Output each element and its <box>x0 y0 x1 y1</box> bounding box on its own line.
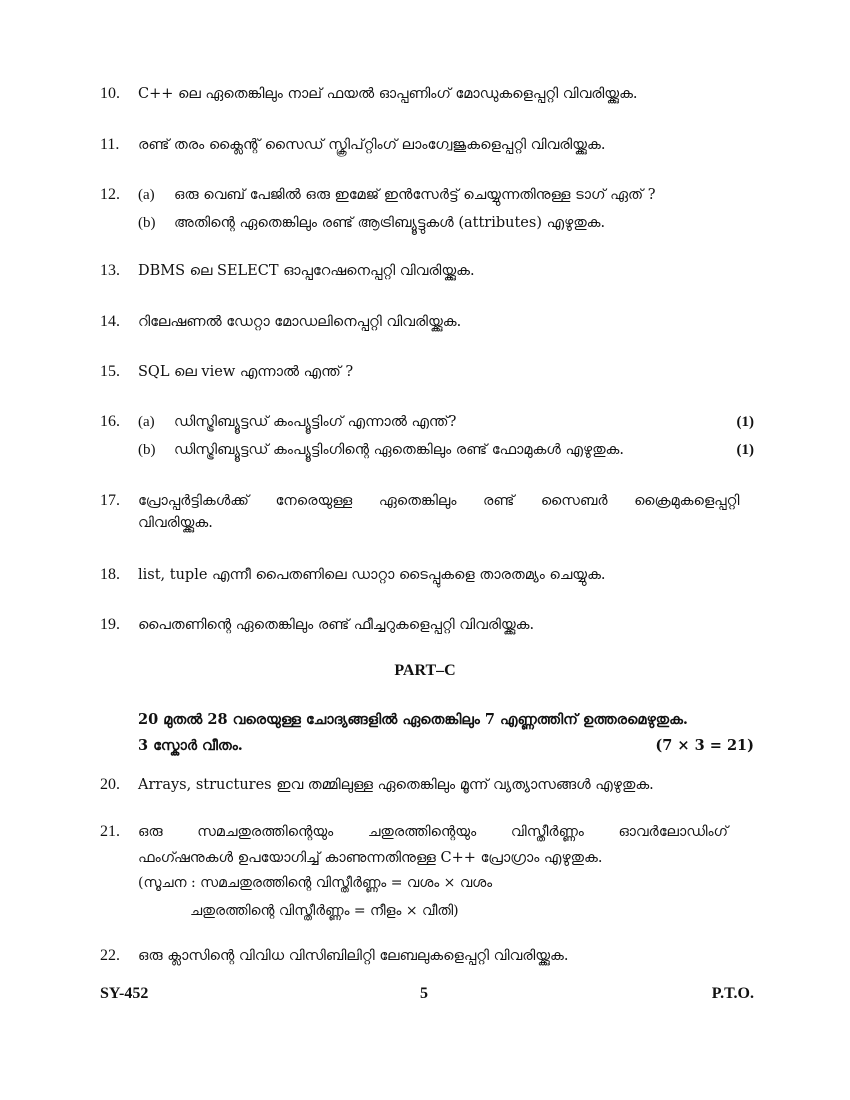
question-number: 15. <box>100 363 120 380</box>
page-footer <box>100 985 754 1009</box>
hint-line-1: (സൂചന : സമചതുരത്തിന്റെ വിസ്തീർണ്ണം = വശം × വശം <box>138 875 493 891</box>
question-text: രണ്ട് തരം ക്ലൈന്റ് സൈഡ് സ്ക്രിപ്റ്റിംഗ് ലാംഗ്വേജുകളെപ്പറ്റി വിവരിയ്ക്കുക. <box>138 137 606 153</box>
question-number: 18. <box>100 566 120 583</box>
question-number: 14. <box>100 313 120 330</box>
question-10 <box>100 80 754 108</box>
sub-question-b <box>100 436 754 464</box>
sub-question-a <box>100 181 754 209</box>
question-11 <box>100 131 754 159</box>
sub-label: (b) <box>138 215 156 231</box>
part-c-instruction-line-1: 20 മുതൽ 28 വരെയുള്ള ചോദ്യങ്ങളിൽ ഏതെങ്കിലും 7 എണ്ണത്തിന് ഉത്തരമെഴുതുക. <box>138 711 688 728</box>
question-number: 21. <box>100 823 120 840</box>
question-14 <box>100 308 754 336</box>
question-text: ഒരു ക്ലാസിന്റെ വിവിധ വിസിബിലിറ്റി ലേബലുകളെപ്പറ്റി വിവരിയ്ക്കുക. <box>138 948 569 964</box>
question-18 <box>100 561 754 589</box>
question-16 <box>100 408 754 464</box>
question-text-line-1: ഒരു സമചതുരത്തിന്റെയും ചതുരത്തിന്റെയും വിസ്തീർണ്ണം ഓവർലോഡിംഗ് <box>138 824 729 840</box>
question-21 <box>100 818 754 874</box>
sub-text: ഡിസ്ട്രിബ്യൂട്ടഡ് കംപ്യൂട്ടിംഗിന്റെ ഏതെങ്കിലും രണ്ട് ഫോമുകൾ എഴുതുക. <box>174 442 624 458</box>
question-13 <box>100 257 754 285</box>
sub-text: ഒരു വെബ് പേജിൽ ഒരു ഇമേജ് ഇൻസേർട്ട് ചെയ്യുന്നതിനുള്ള ടാഗ് ഏത് ? <box>174 187 656 203</box>
question-text-line-1: പ്രോപ്പർട്ടികൾക്ക് നേരെയുള്ള ഏതെങ്കിലും രണ്ട് സൈബർ ക്രൈമുകളെപ്പറ്റി <box>138 493 740 509</box>
sub-question-a <box>100 408 754 436</box>
question-number: 11. <box>100 136 120 153</box>
question-number: 12. <box>100 186 120 203</box>
sub-label: (a) <box>138 187 155 203</box>
question-text: റിലേഷണൽ ഡേറ്റാ മോഡലിനെപ്പറ്റി വിവരിയ്ക്കുക. <box>138 314 462 330</box>
question-text: DBMS ലെ SELECT ഓപ്പറേഷനെപ്പറ്റി വിവരിയ്ക്കുക. <box>138 263 475 279</box>
sub-label: (a) <box>138 414 155 430</box>
sub-label: (b) <box>138 442 156 458</box>
sub-text: അതിന്റെ ഏതെങ്കിലും രണ്ട് ആട്രിബ്യൂട്ടുകൾ (attributes) എഴുതുക. <box>174 215 606 231</box>
question-number: 20. <box>100 776 120 793</box>
total-score: (7 × 3 = 21) <box>655 737 754 754</box>
sub-question-b <box>100 209 754 237</box>
pto-label: P.T.O. <box>711 985 754 1002</box>
question-22 <box>100 942 754 970</box>
question-text: പൈതണിന്റെ ഏതെങ്കിലും രണ്ട് ഫീച്ചറുകളെപ്പറ്റി വിവരിയ്ക്കുക. <box>138 617 535 633</box>
question-number: 17. <box>100 492 120 509</box>
part-c-instruction-line-2 <box>138 733 754 759</box>
question-text: SQL ലെ view എന്നാൽ എന്ത് ? <box>138 364 354 380</box>
question-number: 10. <box>100 85 120 102</box>
part-c-heading: PART–C <box>394 662 456 679</box>
question-number: 19. <box>100 616 120 633</box>
question-17 <box>100 487 754 543</box>
question-text: list, tuple എന്നീ പൈതണിലെ ഡാറ്റാ ടൈപ്പുകളെ താരതമ്യം ചെയ്യുക. <box>138 567 606 583</box>
hint-line-2: ചതുരത്തിന്റെ വിസ്തീർണ്ണം = നീളം × വീതി) <box>190 903 459 919</box>
question-number: 16. <box>100 413 120 430</box>
question-text: C++ ലെ ഏതെങ്കിലും നാല് ഫയൽ ഓപ്പണിംഗ് മോഡുകളെപ്പറ്റി വിവരിയ്ക്കുക. <box>138 86 638 102</box>
question-number: 22. <box>100 947 120 964</box>
mark-label: (1) <box>736 442 754 458</box>
question-text-line-2: ഫംഗ്ഷനുകൾ ഉപയോഗിച്ച് കാണുന്നതിനുള്ള C++ പ്രോഗ്രാം എഴുതുക. <box>138 850 603 866</box>
question-text: Arrays, structures ഇവ തമ്മിലുള്ള ഏതെങ്കിലും മൂന്ന് വ്യത്യാസങ്ങൾ എഴുതുക. <box>138 777 654 793</box>
question-text-line-2: വിവരിയ്ക്കുക. <box>138 515 213 531</box>
page-number: 5 <box>420 985 428 1002</box>
question-15 <box>100 358 754 386</box>
question-20 <box>100 771 754 799</box>
question-number: 13. <box>100 262 120 279</box>
mark-label: (1) <box>736 414 754 430</box>
paper-code: SY-452 <box>100 985 149 1002</box>
score-per-question: 3 സ്കോർ വീതം. <box>138 737 243 754</box>
question-12 <box>100 181 754 237</box>
question-19 <box>100 611 754 639</box>
sub-text: ഡിസ്ട്രിബ്യൂട്ടഡ് കംപ്യൂട്ടിംഗ് എന്നാൽ എന്ത്? <box>174 414 457 430</box>
